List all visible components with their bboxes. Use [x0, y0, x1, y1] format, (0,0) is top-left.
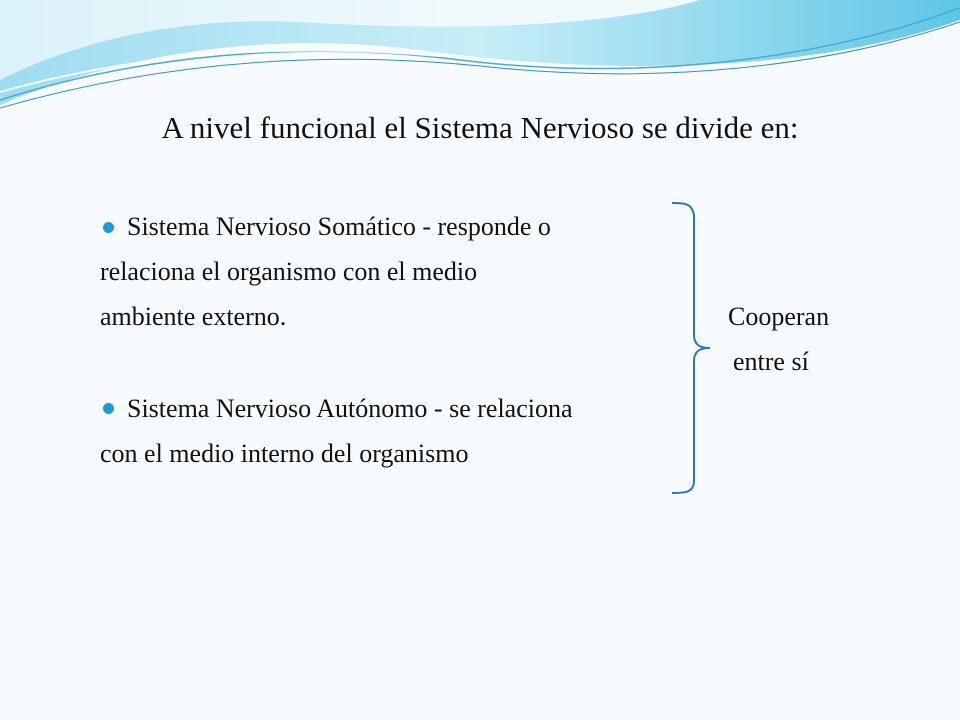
bullet-dot-icon	[103, 222, 114, 233]
item-1-line-2: relaciona el organismo con el medio	[100, 257, 478, 286]
header-wave-decoration	[0, 0, 960, 120]
item-1-line-3: ambiente externo.	[100, 302, 287, 331]
item-2-line-2: con el medio interno del organismo	[100, 439, 469, 468]
item-2-line-1: Sistema Nervioso Autónomo - se relaciona	[127, 394, 573, 423]
curly-brace-icon	[660, 195, 710, 500]
bullet-dot-icon	[103, 403, 114, 414]
slide-title: A nivel funcional el Sistema Nervioso se divide en:	[161, 110, 799, 145]
annotation-line-2: entre sí	[733, 347, 809, 376]
annotation-line-1: Cooperan	[728, 302, 830, 331]
item-1-line-1: Sistema Nervioso Somático - responde o	[127, 212, 551, 241]
